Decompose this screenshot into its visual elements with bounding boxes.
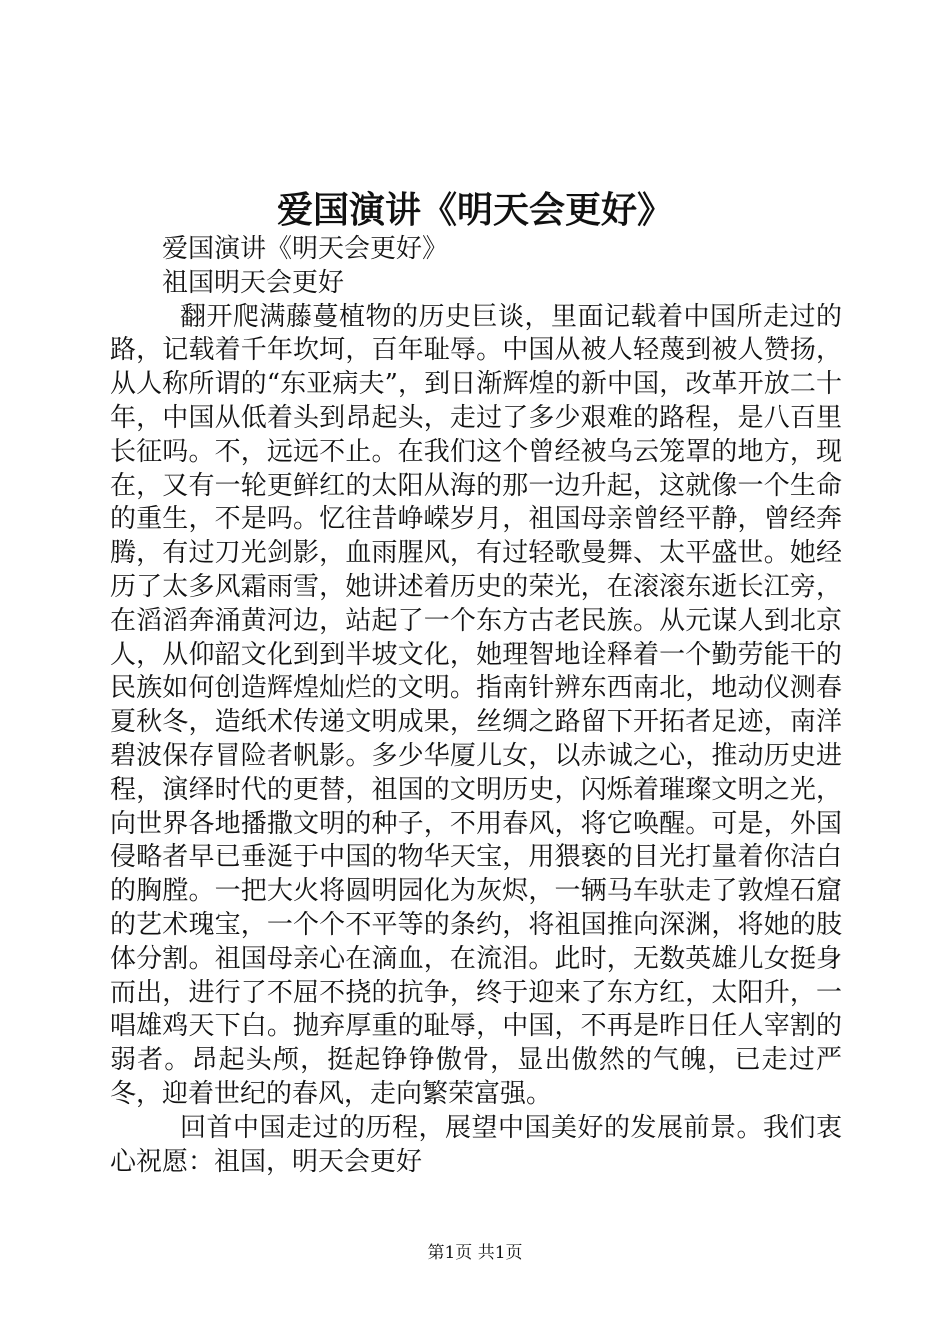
paragraph-subtitle: 爱国演讲《明天会更好》 — [162, 234, 449, 264]
paragraph-main: 翻开爬满藤蔓植物的历史巨谈，里面记载着中国所走过的路，记载着千年坎坷，百年耻辱。中国从被人轻蔑到被人赞扬，从人称所谓的“东亚病夫”，到日渐辉煌的新中国，改革开放二十年，中国从低着头到昂起头，走过了多少艰难的路程，是八百里长征吗。不，远远不止。在我们这个曾经被乌云笼罩的地方，现在，又有一轮更鲜红的太阳从海的那一边升起，这就像一个生命的重生，不是吗。忆往昔峥嵘岁月，祖国母亲曾经平静，曾经奔腾，有过刀光剑影，血雨腥风，有过轻歌曼舞、太平盛世。她经历了太多风霜雨雪，她讲述着历史的荣光，在滚滚东逝长江旁，在滔滔奔涌黄河边，站起了一个东方古老民族。从元谋人到北京人，从仰韶文化到到半坡文化，她理智地诠释着一个勤劳能干的民族如何创造辉煌灿烂的文明。指南针辨东西南北，地动仪测春夏秋冬，造纸术传递文明成果，丝绸之路留下开拓者足迹，南洋碧波保存冒险者帆影。多少华厦儿女，以赤诚之心，推动历史进程，演绎时代的更替，祖国的文明历史，闪烁着璀璨文明之光，向世界各地播撒文明的种子，不用春风，将它唤醒。可是，外国侵略者早已垂涎于中国的物华天宝，用猥亵的目光打量着你洁白的胸膛。一把大火将圆明园化为灰烬，一辆马车驮走了敦煌石窟的艺术瑰宝，一个个不平等的条约，将祖国推向深渊，将她的肢体分割。祖国母亲心在滴血，在流泪。此时，无数英雄儿女挺身而出，进行了不屈不挠的抗争，终于迎来了东方红，太阳升，一唱雄鸡天下白。抛弃厚重的耻辱，中国，不再是昨日任人宰割的弱者。昂起头颅，挺起铮铮傲骨，显出傲然的气魄，已走过严冬，迎着世纪的春风，走向繁荣富强。 — [110, 301, 842, 1109]
paragraph-closing: 回首中国走过的历程，展望中国美好的发展前景。我们衷心祝愿：祖国，明天会更好 — [110, 1112, 842, 1177]
document-body — [110, 233, 842, 1179]
page-footer: 第1页 共1页 — [427, 1243, 523, 1263]
paragraph-heading: 祖国明天会更好 — [162, 267, 345, 298]
document-title: 爱国演讲《明天会更好》 — [276, 189, 673, 231]
